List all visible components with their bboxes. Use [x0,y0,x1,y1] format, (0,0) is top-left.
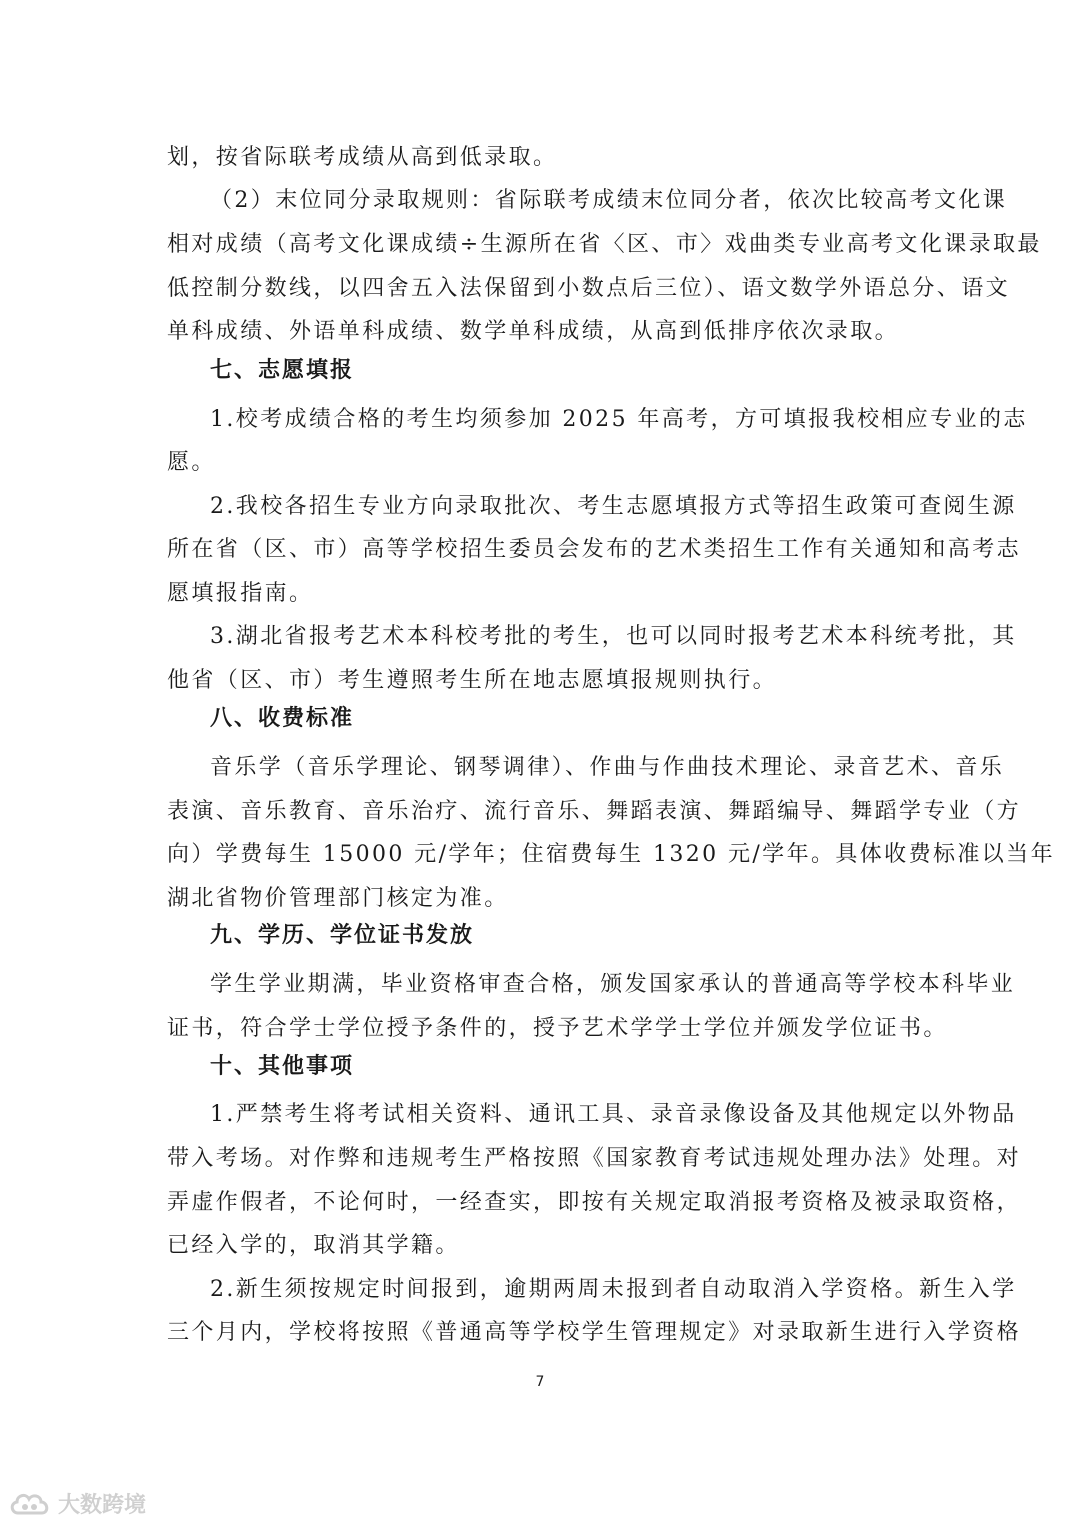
paragraph-line: 带入考场。对作弊和违规考生严格按照《国家教育考试违规处理办法》处理。对 [167,1146,1022,1171]
paragraph-line: 愿填报指南。 [167,581,314,606]
paragraph-line: 相对成绩（高考文化课成绩÷生源所在省〈区、市〉戏曲类专业高考文化课录取最 [167,232,1042,257]
paragraph-line: 音乐学（音乐学理论、钢琴调律）、作曲与作曲技术理论、录音艺术、音乐 [210,755,1005,780]
paragraph-line: 已经入学的，取消其学籍。 [167,1233,460,1258]
cloud-logo-icon [8,1489,52,1519]
paragraph-line: 学生学业期满，毕业资格审查合格，颁发国家承认的普通高等学校本科毕业 [210,972,1016,997]
paragraph-line: 划，按省际联考成绩从高到低录取。 [167,145,558,170]
paragraph-line: 愿。 [167,450,216,475]
paragraph-line: 3.湖北省报考艺术本科校考批的考生，也可以同时报考艺术本科统考批，其 [210,624,1017,649]
paragraph-line: 单科成绩、外语单科成绩、数学单科成绩，从高到低排序依次录取。 [167,319,900,344]
paragraph-line: 1.严禁考生将考试相关资料、通讯工具、录音录像设备及其他规定以外物品 [210,1102,1017,1127]
paragraph-line: 三个月内，学校将按照《普通高等学校学生管理规定》对录取新生进行入学资格 [167,1320,1022,1345]
paragraph-line: 低控制分数线，以四舍五入法保留到小数点后三位）、语文数学外语总分、语文 [167,276,1011,301]
page-number: 7 [535,1374,545,1390]
paragraph-line: 弄虚作假者，不论何时，一经查实，即按有关规定取消报考资格及被录取资格， [167,1190,1022,1215]
paragraph-line: （2）末位同分录取规则：省际联考成绩末位同分者，依次比较高考文化课 [210,188,1008,213]
paragraph-line: 所在省（区、市）高等学校招生委员会发布的艺术类招生工作有关通知和高考志 [167,537,1022,562]
paragraph-line: 1.校考成绩合格的考生均须参加 2025 年高考，方可填报我校相应专业的志 [210,407,1028,432]
paragraph-line: 湖北省物价管理部门核定为准。 [167,886,509,911]
paragraph-line: 表演、音乐教育、音乐治疗、流行音乐、舞蹈表演、舞蹈编导、舞蹈学专业（方 [167,799,1022,824]
section-heading: 八、收费标准 [210,706,355,731]
watermark-text: 大数跨境 [58,1493,147,1518]
paragraph-line: 向）学费每生 15000 元/学年；住宿费每生 1320 元/学年。具体收费标准以当年 [167,842,1055,867]
section-heading: 九、学历、学位证书发放 [210,923,475,948]
paragraph-line: 2.我校各招生专业方向录取批次、考生志愿填报方式等招生政策可查阅生源 [210,494,1017,519]
section-heading: 七、志愿填报 [210,358,355,383]
watermark [8,1488,146,1519]
paragraph-line: 2.新生须按规定时间报到，逾期两周未报到者自动取消入学资格。新生入学 [210,1277,1017,1302]
paragraph-line: 他省（区、市）考生遵照考生所在地志愿填报规则执行。 [167,668,778,693]
paragraph-line: 证书，符合学士学位授予条件的，授予艺术学学士学位并颁发学位证书。 [167,1016,948,1041]
section-heading: 十、其他事项 [210,1054,355,1079]
